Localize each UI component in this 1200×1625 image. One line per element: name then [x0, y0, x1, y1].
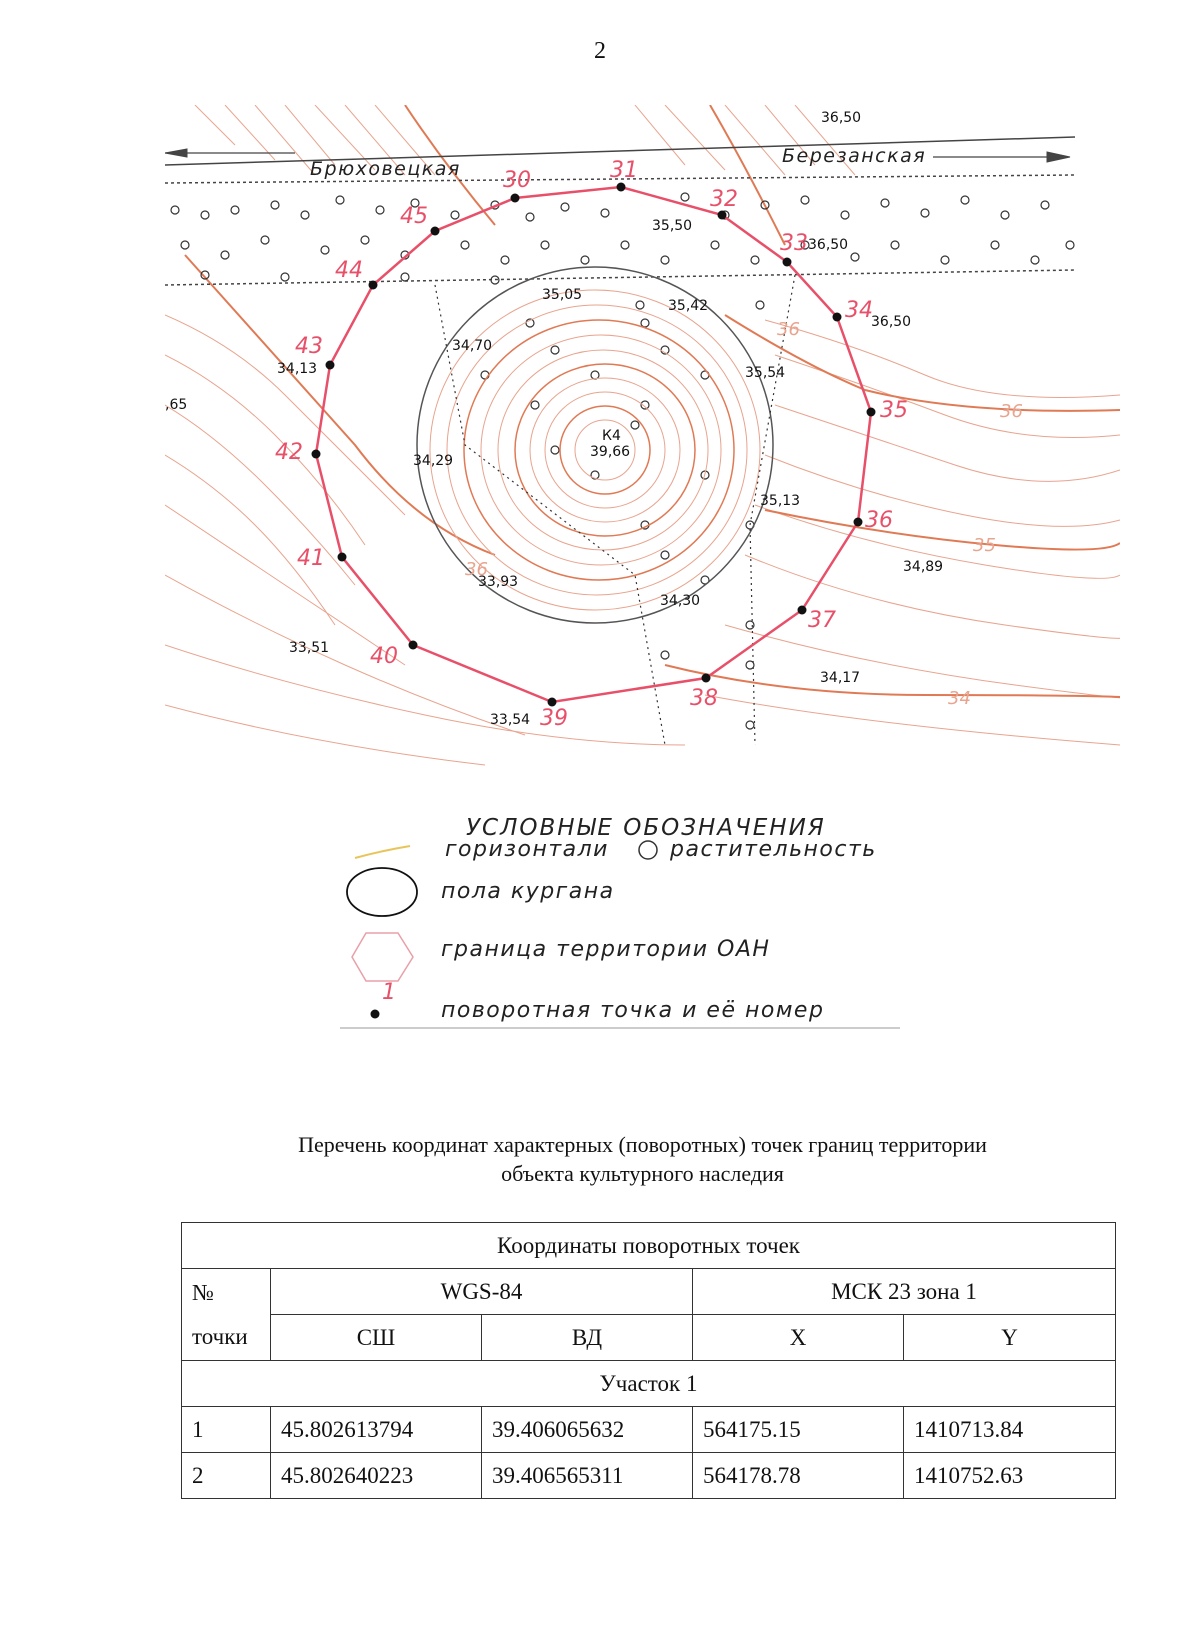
x-header: X	[693, 1315, 904, 1361]
point-43	[326, 361, 335, 370]
svg-text:34,70: 34,70	[452, 338, 493, 354]
svg-text:36,50: 36,50	[821, 110, 862, 126]
street-label-bryukhovetskaya: Брюховецкая	[310, 158, 461, 180]
street-label-berezanskaya: Березанская	[782, 145, 927, 167]
point-38	[702, 674, 711, 683]
point-44	[369, 281, 378, 290]
svg-text:34,29: 34,29	[413, 453, 454, 469]
page-number: 2	[594, 38, 606, 64]
svg-text:30: 30	[503, 168, 531, 193]
svg-text:36: 36	[1000, 401, 1023, 422]
point-40	[409, 641, 418, 650]
svg-text:38: 38	[690, 686, 718, 711]
legend-kurgan-floor: пола кургана	[441, 879, 615, 904]
svg-text:40: 40	[370, 644, 398, 669]
svg-text:31: 31	[610, 158, 638, 183]
svg-text:36,50: 36,50	[871, 314, 912, 330]
svg-text:33,54: 33,54	[490, 712, 531, 728]
turning-point-legend-number: 1	[382, 980, 396, 1005]
svg-text:45: 45	[400, 204, 428, 229]
point-33	[783, 258, 792, 267]
svg-text:34,13: 34,13	[277, 361, 318, 377]
svg-text:37: 37	[808, 608, 836, 633]
svg-text:,65: ,65	[165, 397, 188, 413]
svg-text:К4: К4	[602, 428, 621, 444]
svg-text:35,50: 35,50	[652, 218, 693, 234]
legend-title: УСЛОВНЫЕ ОБОЗНАЧЕНИЯ	[466, 815, 826, 841]
table-caption	[150, 1130, 1135, 1188]
oan-boundary-legend-icon	[352, 933, 413, 981]
y-header: Y	[904, 1315, 1116, 1361]
svg-text:36: 36	[465, 559, 488, 580]
legend-contours: горизонтали	[445, 837, 609, 862]
legend-turning-point: поворотная точка и её номер	[441, 998, 825, 1023]
cell-y: 1410752.63	[904, 1453, 1116, 1499]
point-35	[867, 408, 876, 417]
latitude-header: СШ	[271, 1315, 482, 1361]
point-34	[833, 313, 842, 322]
cell-latitude: 45.802640223	[271, 1453, 482, 1499]
svg-text:35,05: 35,05	[542, 287, 583, 303]
kurgan-floor-legend-icon	[347, 868, 417, 916]
cell-x: 564178.78	[693, 1453, 904, 1499]
svg-text:34,89: 34,89	[903, 559, 944, 575]
point-31	[617, 183, 626, 192]
point-number-header-label: точки	[192, 1323, 248, 1349]
svg-text:35,13: 35,13	[760, 493, 801, 509]
svg-text:39: 39	[540, 706, 568, 731]
svg-text:35,54: 35,54	[745, 365, 786, 381]
caption-line-2: объекта культурного наследия	[501, 1161, 784, 1186]
cell-number: 1	[182, 1407, 271, 1453]
svg-text:34: 34	[845, 298, 873, 323]
legend-vegetation: растительность	[670, 837, 877, 862]
point-30	[511, 194, 520, 203]
svg-text:36: 36	[865, 508, 893, 533]
svg-text:43: 43	[295, 334, 323, 359]
turning-point-legend-dot	[371, 1010, 380, 1019]
svg-text:34,30: 34,30	[660, 593, 701, 609]
legend-oan-boundary: граница территории ОАН	[441, 937, 771, 962]
svg-text:39,66: 39,66	[590, 444, 631, 460]
cell-number: 2	[182, 1453, 271, 1499]
point-41	[338, 553, 347, 562]
point-36	[854, 518, 863, 527]
svg-text:34: 34	[948, 688, 971, 709]
svg-text:32: 32	[710, 187, 738, 212]
vegetation-legend-icon	[639, 841, 657, 859]
svg-text:35: 35	[880, 398, 908, 423]
point-37	[798, 606, 807, 615]
table-title: Координаты поворотных точек	[182, 1223, 1116, 1269]
cell-x: 564175.15	[693, 1407, 904, 1453]
svg-text:33: 33	[780, 231, 808, 256]
point-45	[431, 227, 440, 236]
table-row	[182, 1453, 1116, 1499]
thin-contour-lines	[165, 105, 1120, 765]
svg-text:41: 41	[297, 546, 325, 571]
point-42	[312, 450, 321, 459]
msk23-header: МСК 23 зона 1	[693, 1269, 1116, 1315]
svg-text:42: 42	[275, 440, 303, 465]
svg-text:33,93: 33,93	[478, 574, 519, 590]
svg-text:34,17: 34,17	[820, 670, 861, 686]
svg-text:35: 35	[973, 535, 996, 556]
site-plan-map	[165, 105, 1120, 785]
wgs84-header: WGS-84	[271, 1269, 693, 1315]
point-number-header	[182, 1269, 271, 1361]
section-row: Участок 1	[182, 1361, 1116, 1407]
cell-latitude: 45.802613794	[271, 1407, 482, 1453]
svg-text:33,51: 33,51	[289, 640, 330, 656]
contour-legend-icon	[355, 846, 410, 858]
coordinates-table	[181, 1222, 1116, 1499]
svg-text:36,50: 36,50	[808, 237, 849, 253]
caption-line-1: Перечень координат характерных (поворотных) точек границ территории	[298, 1132, 987, 1157]
point-number-header-sign: №	[192, 1279, 214, 1305]
cell-y: 1410713.84	[904, 1407, 1116, 1453]
svg-text:35,42: 35,42	[668, 298, 709, 314]
table-row	[182, 1407, 1116, 1453]
cell-longitude: 39.406065632	[482, 1407, 693, 1453]
cell-longitude: 39.406565311	[482, 1453, 693, 1499]
svg-text:36: 36	[777, 319, 800, 340]
svg-text:44: 44	[335, 258, 363, 283]
map-legend	[340, 815, 940, 1070]
longitude-header: ВД	[482, 1315, 693, 1361]
